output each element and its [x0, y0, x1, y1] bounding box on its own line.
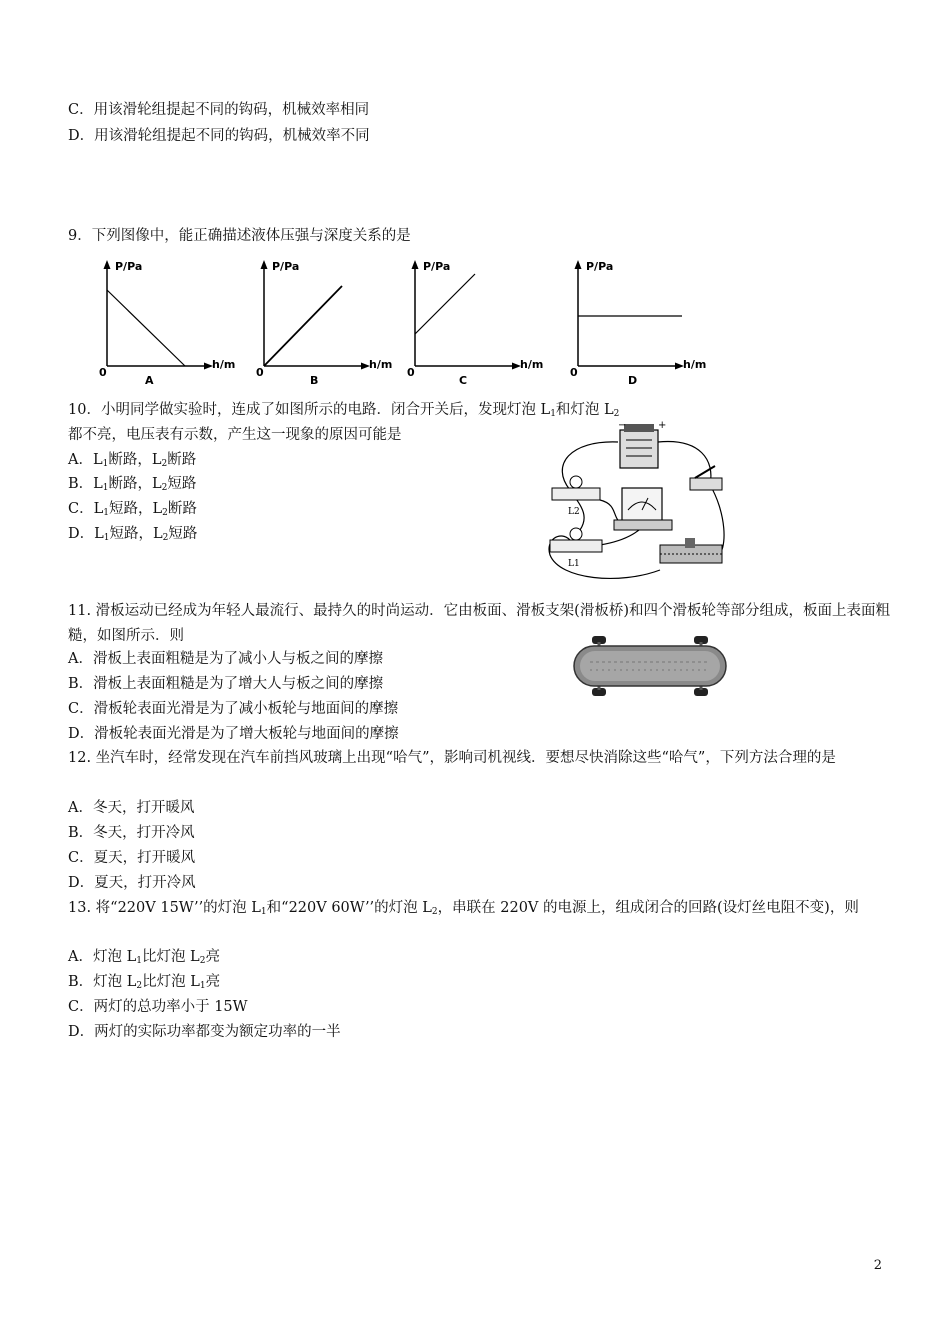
- origin-label: 0: [99, 366, 107, 379]
- graph-letter: A: [145, 374, 154, 387]
- q10-option-a: A．$L_1$断路，$L_2$断路: [68, 452, 197, 469]
- circuit-figure: [540, 420, 740, 585]
- page-number: 2: [873, 1258, 882, 1273]
- q10-stem: 10．小明同学做实验时，连成了如图所示的电路．闭合开关后，发现灯泡 $L_1$和灯泡 $L_2$: [68, 402, 620, 419]
- q12-option-a: A．冬天，打开暖风: [68, 800, 195, 816]
- y-axis-label: P/Pa: [586, 260, 614, 273]
- q9-graph-c: [403, 258, 553, 390]
- q11-option-a: A．滑板上表面粗糙是为了减小人与板之间的摩擦: [68, 651, 383, 667]
- q8-option-c: C．用该滑轮组提起不同的钩码，机械效率相同: [68, 102, 370, 118]
- q11-option-b: B．滑板上表面粗糙是为了增大人与板之间的摩擦: [68, 676, 384, 692]
- q10-stem-line2: 都不亮，电压表有示数，产生这一现象的原因可能是: [68, 427, 402, 443]
- battery-plus: +: [658, 420, 667, 431]
- q10-option-b: B．$L_1$断路，$L_2$短路: [68, 476, 197, 493]
- q13-stem: 13. 将“220V 15W’’的灯泡 $L_1$和“220V 60W’’的灯泡 $L_2$，串联在 220V 的电源上，组成闭合的回路(设灯丝电阻不变)，则: [68, 900, 859, 917]
- q12-option-b: B．冬天，打开冷风: [68, 825, 195, 841]
- skateboard-figure: [570, 632, 730, 702]
- q12-option-d: D．夏天，打开冷风: [68, 875, 196, 891]
- lamp-l1-label: L1: [568, 559, 580, 569]
- q9-graph-a: [95, 258, 245, 390]
- q9-stem: 9．下列图像中，能正确描述液体压强与深度关系的是: [68, 228, 411, 244]
- q12-option-c: C．夏天，打开暖风: [68, 850, 196, 866]
- q10-option-d: D．$L_1$短路，$L_2$短路: [68, 526, 198, 543]
- lamp-l2-label: L2: [568, 507, 580, 517]
- q13-option-c: C．两灯的总功率小于 15W: [68, 999, 248, 1015]
- q13-option-d: D．两灯的实际功率都变为额定功率的一半: [68, 1024, 341, 1040]
- q10-option-c: C．$L_1$短路，$L_2$断路: [68, 501, 197, 518]
- graph-letter: C: [459, 374, 468, 387]
- q8-option-d: D．用该滑轮组提起不同的钩码，机械效率不同: [68, 128, 370, 144]
- x-axis-label: h/m: [683, 358, 707, 371]
- battery-minus: −: [618, 420, 627, 431]
- y-axis-label: P/Pa: [423, 260, 451, 273]
- origin-label: 0: [256, 366, 264, 379]
- x-axis-label: h/m: [212, 358, 236, 371]
- origin-label: 0: [407, 366, 415, 379]
- y-axis-label: P/Pa: [115, 260, 143, 273]
- origin-label: 0: [570, 366, 578, 379]
- q12-stem: 12. 坐汽车时，经常发现在汽车前挡风玻璃上出现“哈气”，影响司机视线．要想尽快消除这些“哈气”，下列方法合理的是: [68, 750, 836, 766]
- y-axis-label: P/Pa: [272, 260, 300, 273]
- graph-letter: B: [310, 374, 319, 387]
- q9-graph-b: [252, 258, 402, 390]
- graph-letter: D: [628, 374, 638, 387]
- q11-option-d: D．滑板轮表面光滑是为了增大板轮与地面间的摩擦: [68, 726, 399, 742]
- x-axis-label: h/m: [520, 358, 544, 371]
- q11-stem: 11. 滑板运动已经成为年轻人最流行、最持久的时尚运动．它由板面、滑板支架(滑板桥)和四个滑板轮等部分组成，板面上表面粗糙，如图所示．则: [68, 603, 890, 644]
- q13-option-b: B．灯泡 $L_2$比灯泡 $L_1$亮: [68, 974, 221, 991]
- x-axis-label: h/m: [369, 358, 393, 371]
- q13-option-a: A．灯泡 $L_1$比灯泡 $L_2$亮: [68, 949, 220, 966]
- q11-option-c: C．滑板轮表面光滑是为了减小板轮与地面间的摩擦: [68, 701, 399, 717]
- q9-graph-d: [566, 258, 716, 390]
